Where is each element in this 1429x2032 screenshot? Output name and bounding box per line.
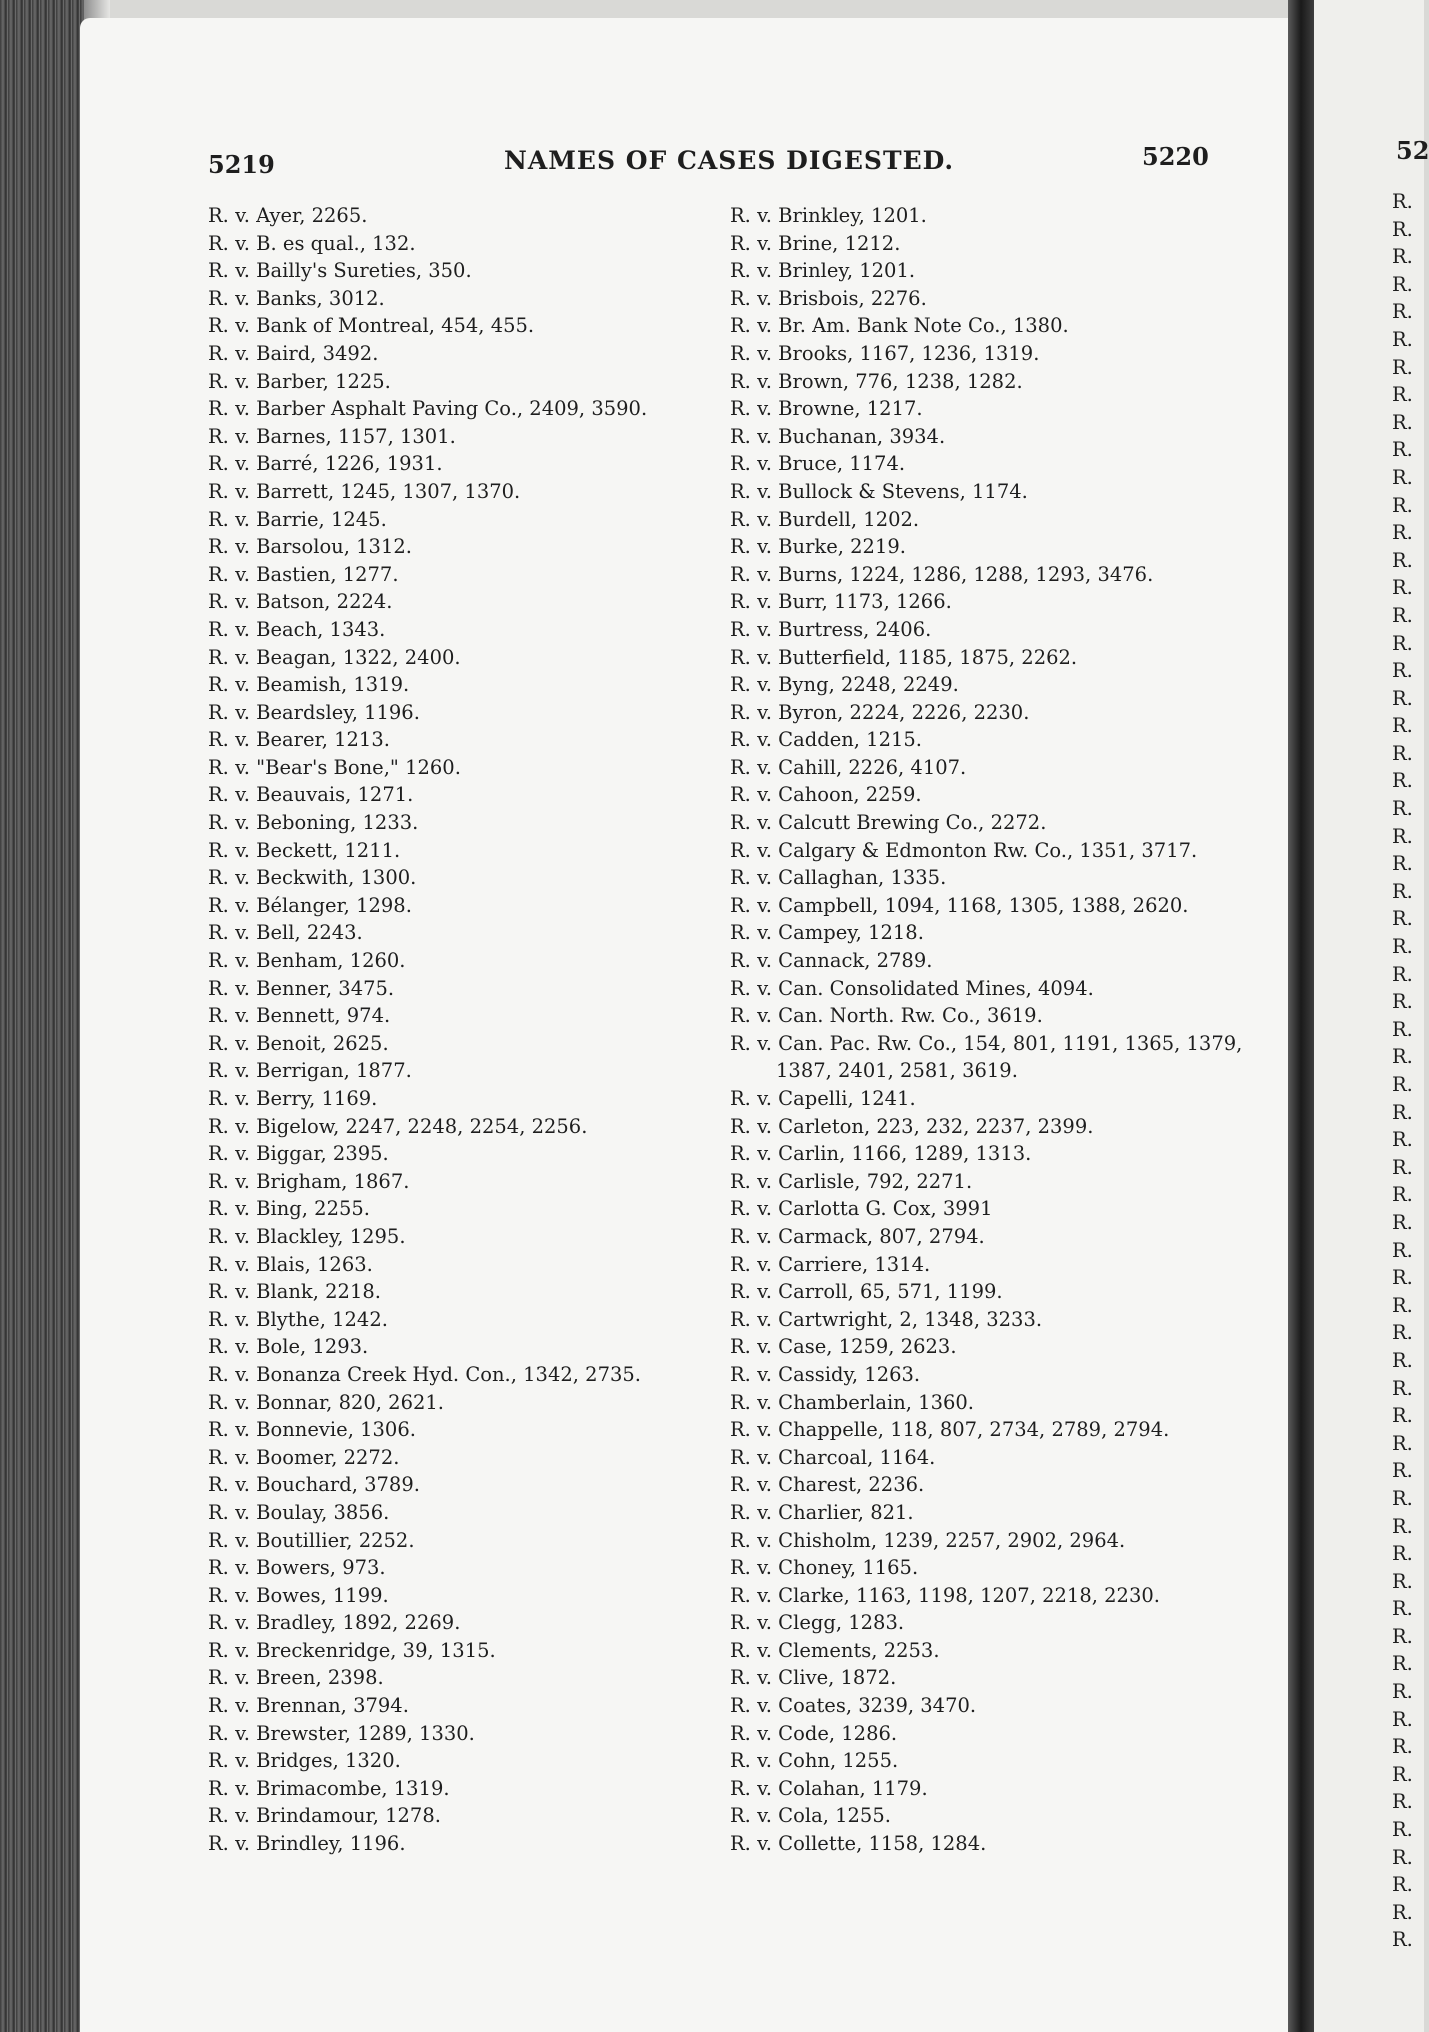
case-entry: R. v. Byron, 2224, 2226, 2230. <box>730 700 1030 724</box>
case-entry: R. v. Brewster, 1289, 1330. <box>208 1721 475 1745</box>
page-number-left: 5219 <box>208 150 275 179</box>
case-entry: R. v. Burke, 2219. <box>730 535 906 559</box>
case-entry: R. v. Bailly's Sureties, 350. <box>208 259 472 283</box>
case-entry: R. <box>1392 1652 1413 1676</box>
case-entry: R. v. Clements, 2253. <box>730 1638 940 1662</box>
case-entry: R. v. Bing, 2255. <box>208 1197 371 1221</box>
case-entry: R. <box>1392 990 1413 1014</box>
case-entry: R. v. Brinkley, 1201. <box>730 204 927 227</box>
case-entry: R. <box>1392 493 1413 517</box>
case-entry: R. v. Bonnar, 820, 2621. <box>208 1390 445 1414</box>
case-entry: R. <box>1392 1928 1413 1952</box>
page-header <box>208 142 1208 182</box>
case-entry: R. <box>1392 1073 1413 1096</box>
case-entry: R. v. Chisholm, 1239, 2257, 2902, 2964. <box>730 1528 1126 1552</box>
case-entry: R. v. Cahill, 2226, 4107. <box>730 755 967 779</box>
case-entry: R. <box>1392 741 1413 765</box>
case-entry: R. v. Charlier, 821. <box>730 1500 914 1524</box>
case-entry: R. <box>1392 327 1413 351</box>
case-entry: R. v. Bearer, 1213. <box>208 728 390 752</box>
case-entry: R. v. Bélanger, 1298. <box>208 893 412 917</box>
case-entry: R. v. Boomer, 2272. <box>208 1445 400 1469</box>
case-entry: R. v. Beboning, 1233. <box>208 811 419 835</box>
case-entry: R. v. Bole, 1293. <box>208 1335 369 1359</box>
page-title: NAMES OF CASES DIGESTED. <box>504 146 955 175</box>
case-entry: R. v. Beagan, 1322, 2400. <box>208 645 461 669</box>
next-page-column <box>1392 188 1413 1954</box>
case-entry: R. v. Beach, 1343. <box>208 617 386 641</box>
case-entry: R. v. Carleton, 223, 232, 2237, 2399. <box>730 1114 1094 1138</box>
case-entry: R. v. Cola, 1255. <box>730 1804 891 1828</box>
book-spine <box>0 0 84 2032</box>
case-entry: R. v. Barrie, 1245. <box>208 507 387 531</box>
case-entry: R. v. Bowers, 973. <box>208 1556 386 1580</box>
case-entry: R. v. Campey, 1218. <box>730 921 924 945</box>
case-entry: R. <box>1392 548 1413 572</box>
case-entry: R. <box>1392 1735 1413 1759</box>
case-entry: R. <box>1392 1818 1413 1842</box>
case-entry: R. v. Benoit, 2625. <box>208 1031 389 1055</box>
case-entry: R. v. Barré, 1226, 1931. <box>208 452 443 476</box>
case-entry: R. <box>1392 1514 1413 1538</box>
case-entry: R. v. Colahan, 1179. <box>730 1776 928 1800</box>
case-entry: R. v. Clegg, 1283. <box>730 1611 905 1635</box>
case-entry: R. v. Berrigan, 1877. <box>208 1059 412 1083</box>
case-entry: R. v. Bullock & Stevens, 1174. <box>730 479 1028 503</box>
case-entry: R. v. Beardsley, 1196. <box>208 700 420 724</box>
case-entry: R. <box>1392 1431 1413 1455</box>
case-entry: R. v. Berry, 1169. <box>208 1087 378 1110</box>
case-entry: R. <box>1392 1762 1413 1786</box>
case-entry: R. v. Calgary & Edmonton Rw. Co., 1351, 3717. <box>730 838 1198 862</box>
case-entry: R. v. Brigham, 1867. <box>208 1169 410 1193</box>
case-entry: R. v. Cohn, 1255. <box>730 1749 899 1773</box>
case-entry: R. v. Bennett, 974. <box>208 1004 391 1028</box>
case-entry: R. v. Beamish, 1319. <box>208 673 410 697</box>
case-entry: R. <box>1392 190 1413 213</box>
case-entry: R. v. Burtress, 2406. <box>730 617 932 641</box>
case-entry: R. v. Cassidy, 1263. <box>730 1362 921 1386</box>
case-entry: R. v. Burr, 1173, 1266. <box>730 590 952 614</box>
case-entry: R. <box>1392 1321 1413 1345</box>
case-entry: R. v. Banks, 3012. <box>208 286 385 310</box>
case-entry: R. v. Benner, 3475. <box>208 976 395 1000</box>
case-entry: R. v. Bouchard, 3789. <box>208 1473 420 1497</box>
case-entry: R. v. Boulay, 3856. <box>208 1500 390 1524</box>
case-entry: R. v. Bell, 2243. <box>208 921 363 945</box>
case-entry: R. <box>1392 355 1413 379</box>
case-entry: R. <box>1392 1624 1413 1648</box>
right-column <box>730 202 1250 1858</box>
case-entry: R. <box>1392 1293 1413 1317</box>
case-entry: R. v. Calcutt Brewing Co., 2272. <box>730 811 1047 835</box>
case-entry: R. <box>1392 438 1413 462</box>
next-page-number: 52 <box>1396 136 1429 165</box>
case-entry: R. v. Butterfield, 1185, 1875, 2262. <box>730 645 1078 669</box>
case-entry: R. v. Breen, 2398. <box>208 1666 384 1690</box>
case-entry: R. v. Brine, 1212. <box>730 231 901 255</box>
case-entry: R. <box>1392 465 1413 489</box>
case-entry: R. v. Blank, 2218. <box>208 1280 381 1304</box>
case-entry: R. v. Brindley, 1196. <box>208 1832 406 1856</box>
case-entry: R. v. Batson, 2224. <box>208 590 393 614</box>
case-entry: R. v. Boutillier, 2252. <box>208 1528 415 1552</box>
case-entry: R. v. Brown, 776, 1238, 1282. <box>730 369 1023 393</box>
case-entry: R. v. Barber, 1225. <box>208 369 391 393</box>
case-entry: R. v. Charest, 2236. <box>730 1473 925 1497</box>
case-entry: R. v. Blythe, 1242. <box>208 1307 388 1331</box>
case-entry: R. <box>1392 714 1413 738</box>
case-entry: R. v. Brinley, 1201. <box>730 259 916 283</box>
case-entry: R. v. Biggar, 2395. <box>208 1142 389 1166</box>
case-entry: R. <box>1392 1542 1413 1566</box>
case-entry: R. v. Barnes, 1157, 1301. <box>208 424 456 448</box>
case-entry: R. v. Callaghan, 1335. <box>730 866 947 890</box>
case-entry: R. <box>1392 1266 1413 1290</box>
case-entry: R. <box>1392 1100 1413 1124</box>
case-entry: R. v. Brindamour, 1278. <box>208 1804 441 1828</box>
case-entry: R. v. Benham, 1260. <box>208 949 406 973</box>
case-entry: R. v. Browne, 1217. <box>730 397 923 421</box>
case-entry: R. <box>1392 217 1413 241</box>
case-entry: R. <box>1392 300 1413 324</box>
case-entry: R. v. Bastien, 1277. <box>208 562 399 586</box>
case-entry: R. <box>1392 1845 1413 1869</box>
case-entry: R. <box>1392 1376 1413 1400</box>
case-entry: R. v. Can. Consolidated Mines, 4094. <box>730 976 1094 1000</box>
case-entry: R. <box>1392 603 1413 627</box>
case-entry: R. v. Cannack, 2789. <box>730 949 933 973</box>
case-entry: R. v. Charcoal, 1164. <box>730 1445 936 1469</box>
case-entry: R. v. Blackley, 1295. <box>208 1224 406 1248</box>
case-entry: R. v. Coates, 3239, 3470. <box>730 1694 977 1718</box>
case-entry: R. <box>1392 1017 1413 1041</box>
case-entry: R. <box>1392 824 1413 848</box>
case-entry: R. v. Barber Asphalt Paving Co., 2409, 3590. <box>208 397 648 421</box>
case-entry: R. <box>1392 1404 1413 1428</box>
page-gutter <box>1288 0 1314 2032</box>
case-entry: R. v. Case, 1259, 2623. <box>730 1335 957 1359</box>
case-entry: R. v. Bradley, 1892, 2269. <box>208 1611 461 1635</box>
case-entry: R. v. Carlisle, 792, 2271. <box>730 1169 973 1193</box>
case-entry: R. v. B. es qual., 132. <box>208 231 416 255</box>
case-entry: R. <box>1392 631 1413 655</box>
case-entry: R. v. Carlotta G. Cox, 3991 <box>730 1197 993 1221</box>
case-entry: R. <box>1392 1486 1413 1510</box>
case-entry: R. v. Barrett, 1245, 1307, 1370. <box>208 479 521 503</box>
case-entry: R. v. Cadden, 1215. <box>730 728 923 752</box>
case-entry: R. v. Bonanza Creek Hyd. Con., 1342, 2735. <box>208 1362 641 1386</box>
case-entry: R. <box>1392 1790 1413 1814</box>
case-entry: R. v. Brisbois, 2276. <box>730 286 927 310</box>
case-entry: R. v. Baird, 3492. <box>208 341 379 365</box>
case-entry: R. v. Bowes, 1199. <box>208 1583 389 1607</box>
case-entry: R. <box>1392 935 1413 959</box>
case-entry: R. <box>1392 659 1413 683</box>
case-entry: R. v. Burns, 1224, 1286, 1288, 1293, 3476. <box>730 562 1154 586</box>
case-entry: R. <box>1392 1183 1413 1207</box>
case-entry: R. v. Can. North. Rw. Co., 3619. <box>730 1004 1043 1028</box>
case-entry: R. v. Campbell, 1094, 1168, 1305, 1388, 2620. <box>730 893 1189 917</box>
case-entry: R. v. Capelli, 1241. <box>730 1087 916 1110</box>
case-entry: R. v. Beckett, 1211. <box>208 838 401 862</box>
case-entry: R. v. Code, 1286. <box>730 1721 898 1745</box>
case-entry: R. v. Bridges, 1320. <box>208 1749 401 1773</box>
case-entry: R. <box>1392 410 1413 434</box>
case-entry: R. <box>1392 245 1413 269</box>
case-entry: R. <box>1392 1128 1413 1152</box>
page-number-right: 5220 <box>1142 142 1209 171</box>
case-entry: R. v. Buchanan, 3934. <box>730 424 946 448</box>
case-entry: R. v. Cahoon, 2259. <box>730 783 922 807</box>
case-entry: R. v. Bank of Montreal, 454, 455. <box>208 314 535 338</box>
case-entry: R. <box>1392 1597 1413 1621</box>
case-entry: R. <box>1392 797 1413 821</box>
case-entry: R. <box>1392 1900 1413 1924</box>
case-entry: R. <box>1392 272 1413 296</box>
case-entry: R. v. Clarke, 1163, 1198, 1207, 2218, 2230. <box>730 1583 1160 1607</box>
case-entry: R. v. Br. Am. Bank Note Co., 1380. <box>730 314 1069 338</box>
case-entry: R. v. Choney, 1165. <box>730 1556 919 1580</box>
case-entry: R. <box>1392 907 1413 931</box>
case-entry: R. v. Barsolou, 1312. <box>208 535 412 559</box>
case-entry: R. v. Collette, 1158, 1284. <box>730 1832 987 1856</box>
case-entry: R. v. Can. Pac. Rw. Co., 154, 801, 1191, 1365, 1379, 1387, 2401, 2581, 3619. <box>730 1031 1243 1083</box>
case-entry: R. v. Brooks, 1167, 1236, 1319. <box>730 341 1040 365</box>
case-entry: R. <box>1392 769 1413 793</box>
case-entry: R. v. Blais, 1263. <box>208 1252 373 1276</box>
case-entry: R. v. Brimacombe, 1319. <box>208 1776 450 1800</box>
case-entry: R. v. Byng, 2248, 2249. <box>730 673 959 697</box>
case-entry: R. <box>1392 521 1413 545</box>
case-entry: R. v. Ayer, 2265. <box>208 204 368 227</box>
case-entry: R. v. Carmack, 807, 2794. <box>730 1224 985 1248</box>
case-entry: R. <box>1392 962 1413 986</box>
case-entry: R. <box>1392 1459 1413 1483</box>
case-entry: R. <box>1392 852 1413 876</box>
case-entry: R. v. Beckwith, 1300. <box>208 866 417 890</box>
case-entry: R. v. Brennan, 3794. <box>208 1694 409 1718</box>
case-entry: R. <box>1392 1873 1413 1897</box>
case-entry: R. <box>1392 1155 1413 1179</box>
case-entry: R. v. Chamberlain, 1360. <box>730 1390 974 1414</box>
case-entry: R. <box>1392 686 1413 710</box>
case-entry: R. v. Carlin, 1166, 1289, 1313. <box>730 1142 1032 1166</box>
case-entry: R. <box>1392 1707 1413 1731</box>
case-entry: R. <box>1392 879 1413 903</box>
case-entry: R. v. Bonnevie, 1306. <box>208 1418 416 1442</box>
case-entry: R. <box>1392 1210 1413 1234</box>
case-entry: R. v. Chappelle, 118, 807, 2734, 2789, 2794. <box>730 1418 1170 1442</box>
case-entry: R. v. Bigelow, 2247, 2248, 2254, 2256. <box>208 1114 588 1138</box>
case-entry: R. <box>1392 1348 1413 1372</box>
case-entry: R. <box>1392 1680 1413 1704</box>
case-entry: R. v. Carriere, 1314. <box>730 1252 931 1276</box>
case-entry: R. <box>1392 1569 1413 1593</box>
case-entry: R. <box>1392 576 1413 600</box>
case-entry: R. v. Clive, 1872. <box>730 1666 897 1690</box>
case-entry: R. <box>1392 1238 1413 1262</box>
case-entry: R. v. Cartwright, 2, 1348, 3233. <box>730 1307 1043 1331</box>
case-entry: R. v. Carroll, 65, 571, 1199. <box>730 1280 1003 1304</box>
case-entry: R. <box>1392 1045 1413 1069</box>
case-entry: R. v. Beauvais, 1271. <box>208 783 414 807</box>
case-entry: R. <box>1392 383 1413 407</box>
left-column <box>208 202 713 1858</box>
case-entry: R. v. Breckenridge, 39, 1315. <box>208 1638 496 1662</box>
case-entry: R. v. "Bear's Bone," 1260. <box>208 755 461 779</box>
case-entry: R. v. Burdell, 1202. <box>730 507 920 531</box>
case-entry: R. v. Bruce, 1174. <box>730 452 906 476</box>
